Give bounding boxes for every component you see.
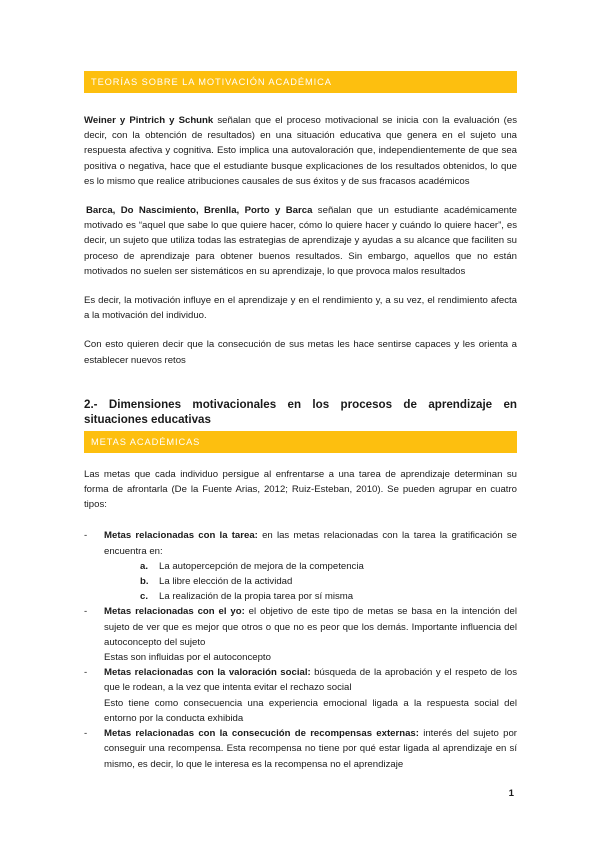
goal-note: Esto tiene como consecuencia una experiencia emocional ligada a la respuesta social del entorno por la conducta exhibida bbox=[104, 697, 517, 724]
sub-list-item: b. La libre elección de la actividad bbox=[140, 576, 293, 588]
goals-list bbox=[84, 528, 517, 771]
list-item: - Metas relacionadas con la consecución de recompensas externas: interés del sujeto por conseguir una recompensa. Esta recompensa no tiene por qué estar ligada al aprendizaje en sí mismo, es decir, lo que le interesa es la recompensa no el aprendizaje bbox=[84, 726, 517, 772]
paragraph-con-esto: Con esto quieren decir que la consecución de sus metas les hace sentirse capaces y les orienta a establecer nuevos retos bbox=[84, 339, 517, 366]
sub-list-item: a. La autopercepción de mejora de la competencia bbox=[140, 560, 364, 572]
authors-barca: Barca, Do Nascimiento, Brenlla, Porto y Barca bbox=[86, 205, 313, 217]
goal-title: Metas relacionadas con la valoración social: bbox=[104, 667, 311, 679]
paragraph-intro-metas: Las metas que cada individuo persigue al enfrentarse a una tarea de aprendizaje determinan su forma de afrontarla (De la Fuente Arias, 2012; Ruiz-Esteban, 2010). Se pueden agrupar en cuatro tipos: bbox=[84, 468, 517, 511]
goal-note: Estas son influidas por el autoconcepto bbox=[104, 652, 271, 664]
section-banner-theories: TEORÍAS SOBRE LA MOTIVACIÓN ACADÉMICA bbox=[84, 71, 517, 93]
goal-title: Metas relacionadas con el yo: bbox=[104, 606, 245, 618]
page-content bbox=[84, 71, 517, 772]
paragraph-es-decir: Es decir, la motivación influye en el aprendizaje y en el rendimiento y, a su vez, el rendimiento afecta a la motivación del individuo. bbox=[84, 295, 517, 322]
section-banner-metas: METAS ACADÉMICAS bbox=[84, 431, 517, 453]
paragraph-weiner: Weiner y Pintrich y Schunk señalan que el proceso motivacional se inicia con la evaluación (es decir, con la obtención de resultados) en una situación educativa que genera en el sujeto una respuesta afectiva y cognitiva. Esto implica una autovaloración que, independientemente de que sea positiva o negativa, hace que el estudiante busque explicaciones de los resultados obtenidos, lo que es lo mismo que realice atribuciones causales de sus éxitos y de sus fracasos académicos bbox=[84, 115, 517, 187]
sub-list bbox=[104, 559, 517, 605]
list-item: - Metas relacionadas con la tarea: en las metas relacionadas con la tarea la gratificación se encuentra en: a. La autopercepción de mejora de la competencia b. La libre elección de la actividad c. La realización de la propia tarea por sí misma bbox=[84, 528, 517, 604]
page-number: 1 bbox=[508, 788, 514, 799]
list-item: - Metas relacionadas con la valoración social: búsqueda de la aprobación y el respeto de los que le rodean, a la vez que intenta evitar el rechazo social Esto tiene como consecuencia una experiencia emocional ligada a la respuesta social del entorno por la conducta exhibida bbox=[84, 665, 517, 726]
section-heading-dimensiones: 2.- Dimensiones motivacionales en los procesos de aprendizaje en situaciones educativas bbox=[84, 397, 517, 427]
authors-weiner: Weiner y Pintrich y Schunk bbox=[84, 115, 214, 126]
sub-list-item: c. La realización de la propia tarea por sí misma bbox=[140, 591, 354, 603]
goal-title: Metas relacionadas con la consecución de recompensas externas: bbox=[104, 728, 419, 740]
goal-title: Metas relacionadas con la tarea: bbox=[104, 530, 258, 542]
paragraph-barca: Barca, Do Nascimiento, Brenlla, Porto y Barca señalan que un estudiante académicamente motivado es “aquel que sabe lo que quiere hacer, cómo lo quiere hacer y cuándo lo quiere hacer”, es decir, un sujeto que utiliza todas las estrategias de aprendizaje y ayudas a su alcance que faciliten su proceso de aprendizaje para obtener buenos resultados. Sin embargo, aquellos que no están motivados no suelen ser sistemáticos en su aprendizaje, lo que provoca malos resultados bbox=[84, 205, 517, 277]
list-item: - Metas relacionadas con el yo: el objetivo de este tipo de metas se basa en la intención del sujeto de ver que es mejor que otros o que no es peor que los demás. Importante influencia del autoconcepto del sujeto Estas son influidas por el autoconcepto bbox=[84, 604, 517, 665]
